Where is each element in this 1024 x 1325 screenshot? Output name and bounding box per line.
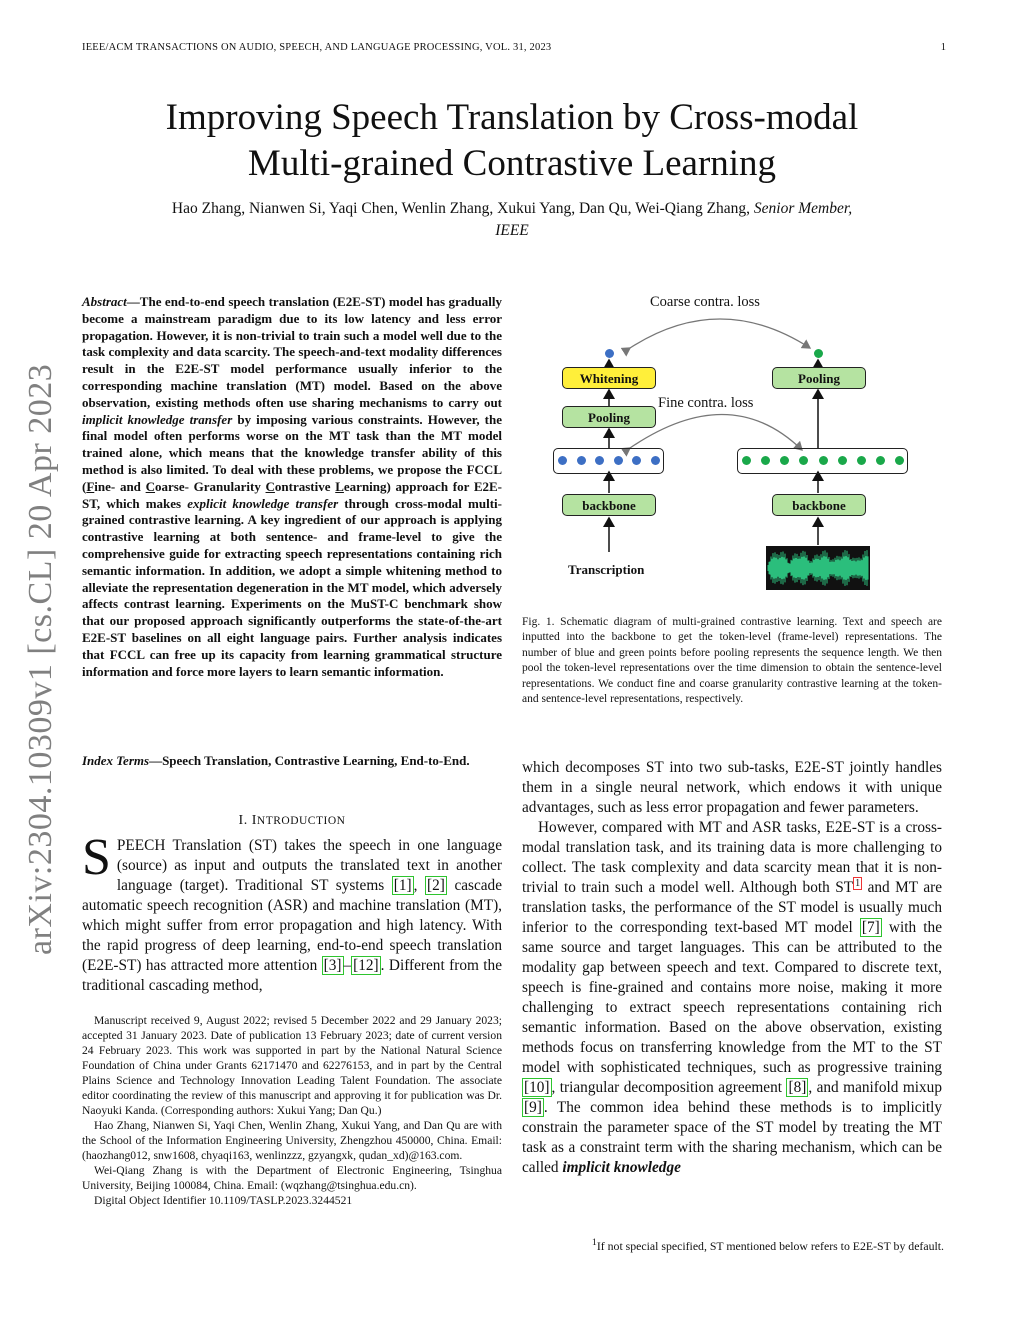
- intro-text: . Different from the traditional cascading method,: [82, 957, 502, 994]
- text: and MT are translation tasks, the performance of the ST model is usually much inferior to the corresponding text-based MT model: [522, 879, 942, 936]
- token-dot-blue: [632, 456, 641, 465]
- frame-dot-green: [876, 456, 885, 465]
- frame-dot-green: [895, 456, 904, 465]
- abstract-text: oarse- Granularity: [155, 478, 266, 494]
- intro-paragraph: [82, 829, 502, 996]
- abstract-text: through cross-modal multi-grained contrastive learning. A key ingredient of our approach is applying contrastive learning at both sentence- and frame-level to give the comprehensive guide for extracting speech representations containing rich semantic information. In addition, we adopt a simple whitening method to alleviate the representation degeneration in the MT model, which adversely affects contrast learning. Experiments on the MuST-C benchmark show that our proposed approach significantly outperforms the state-of-the-art E2E-ST baselines on all eight language pairs. Further analysis indicates that FCCL can free up its capacity from learning grammatical structure information and force more layers to learn semantic information.: [82, 495, 502, 679]
- citation-link[interactable]: [12]: [353, 957, 379, 974]
- transcription-label: Transcription: [568, 562, 645, 577]
- frame-dot-green: [838, 456, 847, 465]
- page-number: 1: [940, 42, 946, 53]
- footnote-doi: Digital Object Identifier 10.1109/TASLP.2023.3244521: [94, 1194, 353, 1207]
- citation-link[interactable]: [1]: [393, 877, 412, 894]
- sentence-dot-green: [814, 349, 823, 358]
- abstract-underline: F: [86, 478, 95, 494]
- drop-cap: S: [82, 829, 111, 886]
- coarse-arrow: [630, 319, 810, 348]
- citation-link[interactable]: [3]: [323, 957, 342, 974]
- index-terms-label: Index Terms: [82, 753, 150, 768]
- backbone-box-right: backbone: [772, 494, 866, 516]
- abstract-underline: L: [335, 478, 344, 494]
- section-heading: [82, 813, 502, 829]
- citation-link[interactable]: [2]: [427, 877, 445, 894]
- token-dot-blue: [651, 456, 660, 465]
- text: . The common idea behind these methods is to implicitly constrain the parameter space of the ST model by treating the MT task as a constraint term with the sharing mechanism, which can be called: [522, 1099, 942, 1176]
- abstract-italic: explicit knowledge transfer: [187, 495, 339, 511]
- authors-names: Hao Zhang, Nianwen Si, Yaqi Chen, Wenlin Zhang, Xukui Yang, Dan Qu, Wei-Qiang Zhang,: [171, 200, 751, 217]
- backbone-box-left: backbone: [562, 494, 656, 516]
- abstract-text: —The end-to-end speech translation (E2E-ST) model has gradually become a mainstream paradigm due to its low latency and less error propagation. However, it is non-trivial to train such a model well due to the task complexity and data scarcity. The speech-and-text modality differences result in the E2E-ST model performance usually inferior to the corresponding machine translation (MT) model. Based on the above observation, existing methods often use sharing mechanisms to carry out: [82, 294, 502, 410]
- coarse-loss-label: Coarse contra. loss: [650, 294, 760, 310]
- citation-link[interactable]: [10]: [524, 1079, 550, 1096]
- footnotes-left: [82, 1013, 502, 1208]
- citation-link[interactable]: [8]: [788, 1079, 807, 1096]
- whitening-box: Whitening: [562, 367, 656, 389]
- frame-dot-green: [857, 456, 866, 465]
- footnote-right: [520, 1235, 944, 1254]
- frame-dot-green: [819, 456, 828, 465]
- abstract-text: ine- and: [94, 478, 146, 494]
- text-bold-italic: implicit knowledge: [562, 1159, 681, 1176]
- text: , and manifold mixup: [808, 1079, 942, 1096]
- footnote-link[interactable]: 1: [855, 877, 861, 889]
- abstract-text: by imposing various constraints. However, the final model often performs worse on the MT task than the MT model trained alone, which means that the knowledge transfer ability of this method is also limited. To deal with these problems, we propose the FCCL (: [82, 411, 502, 494]
- text: However, compared with MT and ASR tasks, E2E-ST is a cross-modal translation task, and its training data is more challenging to collect. The task complexity and data scarcity mean that it is non-trivial to train such a model well. Although both ST: [522, 819, 942, 896]
- text: , triangular decomposition agreement: [551, 1079, 787, 1096]
- figure-1: [540, 290, 940, 590]
- fine-loss-label: Fine contra. loss: [658, 395, 754, 411]
- running-header: IEEE/ACM TRANSACTIONS ON AUDIO, SPEECH, AND LANGUAGE PROCESSING, VOL. 31, 2023: [82, 42, 552, 53]
- token-dot-blue: [558, 456, 567, 465]
- pooling-box-left: Pooling: [562, 406, 656, 428]
- sentence-dot-blue: [605, 349, 614, 358]
- figure-arrows: [540, 290, 940, 590]
- authors-ieee: IEEE: [495, 222, 529, 239]
- intro-text: ,: [413, 877, 426, 894]
- figure-caption: Fig. 1. Schematic diagram of multi-grained contrastive learning. Text and speech are inputted into the backbone to get the token-level (frame-level) representations. The number of blue and green points before pooling represents the sequence length. We then pool the token-level representations over the time dimension to obtain the sentence-level representations. We conduct fine and coarse granularity contrastive learning at the token- and sentence-level representations, respectively.: [522, 616, 942, 706]
- title-line-2: Multi-grained Contrastive Learning: [247, 143, 777, 184]
- paragraph: which decomposes ST into two sub-tasks, E2E-ST jointly handles them in a single neural network, which endows it with unique advantages, such as less error propagation and fewer parameters.: [522, 759, 942, 816]
- intro-text: –: [343, 957, 352, 974]
- index-terms-text: —Speech Translation, Contrastive Learning, End-to-End.: [149, 753, 470, 768]
- citation-link[interactable]: [9]: [524, 1099, 542, 1116]
- abstract: [82, 294, 502, 680]
- frame-dot-green: [761, 456, 770, 465]
- text: with the same source and target languages. This can be attributed to the modality gap between speech and text. Compared to discrete text, speech is fine-grained and contains more noise, making it more challenging to extract speech representations containing rich semantic information. Based on the above observation, existing methods focus on transferring knowledge from the MT to the ST model with sophisticated techniques, such as progressive training: [522, 919, 942, 1076]
- arxiv-stamp: arXiv:2304.10309v1 [cs.CL] 20 Apr 2023: [22, 363, 59, 955]
- pooling-box-right: Pooling: [772, 367, 866, 389]
- frame-dot-green: [780, 456, 789, 465]
- section-first-letter: I: [251, 813, 257, 828]
- authors-member: Senior Member,: [753, 200, 853, 217]
- footnote-affiliation-2: Wei-Qiang Zhang is with the Department of Electronic Engineering, Tsinghua University, Beijing 100084, China. Email: (wqzhang@tsinghua.edu.cn).: [82, 1164, 502, 1192]
- paragraph: [522, 818, 942, 1178]
- section-rest: NTRODUCTION: [256, 815, 346, 827]
- intro-text: cascade automatic speech recognition (ASR) and machine translation (MT), which might suffer from error propagation and high latency. With the rapid progress of deep learning, end-to-end speech translation (E2E-ST) has attracted more attention: [82, 877, 502, 974]
- title-line-1: Improving Speech Translation by Cross-modal: [165, 97, 859, 138]
- footnote-affiliation-1: Hao Zhang, Nianwen Si, Yaqi Chen, Wenlin Zhang, Xukui Yang, and Dan Qu are with the School of the Information Engineering University, Zhengzhou 450000, China. Email: (haozhang012, snw1608, chyaqi163, wenlinzzz, gzyangxk, qudan_xd)@163.com.: [82, 1119, 502, 1162]
- paper-title: [60, 95, 964, 187]
- right-column-text: [522, 758, 942, 1178]
- abstract-underline: C: [265, 478, 275, 494]
- intro-smallcaps: PEECH: [116, 837, 166, 854]
- abstract-text: earning) approach for E2E-ST, which makes: [82, 478, 502, 511]
- token-dot-blue: [614, 456, 623, 465]
- author-list: [80, 198, 944, 242]
- footnote-text: If not special specified, ST mentioned below refers to E2E-ST by default.: [596, 1238, 944, 1253]
- waveform-icon: [766, 546, 870, 590]
- index-terms: [82, 753, 502, 770]
- citation-link[interactable]: [7]: [861, 919, 880, 936]
- frame-embeddings-speech: [737, 448, 908, 474]
- abstract-label: Abstract: [82, 294, 127, 309]
- frame-dot-green: [799, 456, 808, 465]
- token-embeddings-text: [553, 448, 664, 474]
- intro-text: Translation (ST) takes the speech in one language (source) as input and outputs the translated text in another language (target). Traditional ST systems: [116, 837, 502, 894]
- footnote-manuscript: Manuscript received 9, August 2022; revised 5 December 2022 and 29 January 2023; accepted 31 January 2023. Date of publication 13 February 2023; date of current version 24 February 2023. This work was supported in part by the National Natural Science Foundation of China under Grants 62171470 and 62276153, and in part by the Central Plains Science and Technology Innovation Leading Talent Foundation. The associate editor coordinating the review of this manuscript and approving it for publication was Dr. Naoyuki Kanda. (Corresponding authors: Xukui Yang; Dan Qu.): [82, 1014, 502, 1117]
- section-number: I.: [238, 813, 252, 828]
- abstract-underline: C: [145, 478, 156, 494]
- abstract-italic: implicit knowledge transfer: [82, 411, 233, 427]
- frame-dot-green: [742, 456, 751, 465]
- footnote-mark: 1: [591, 1237, 597, 1248]
- abstract-text: ontrastive: [274, 478, 336, 494]
- token-dot-blue: [595, 456, 604, 465]
- token-dot-blue: [577, 456, 586, 465]
